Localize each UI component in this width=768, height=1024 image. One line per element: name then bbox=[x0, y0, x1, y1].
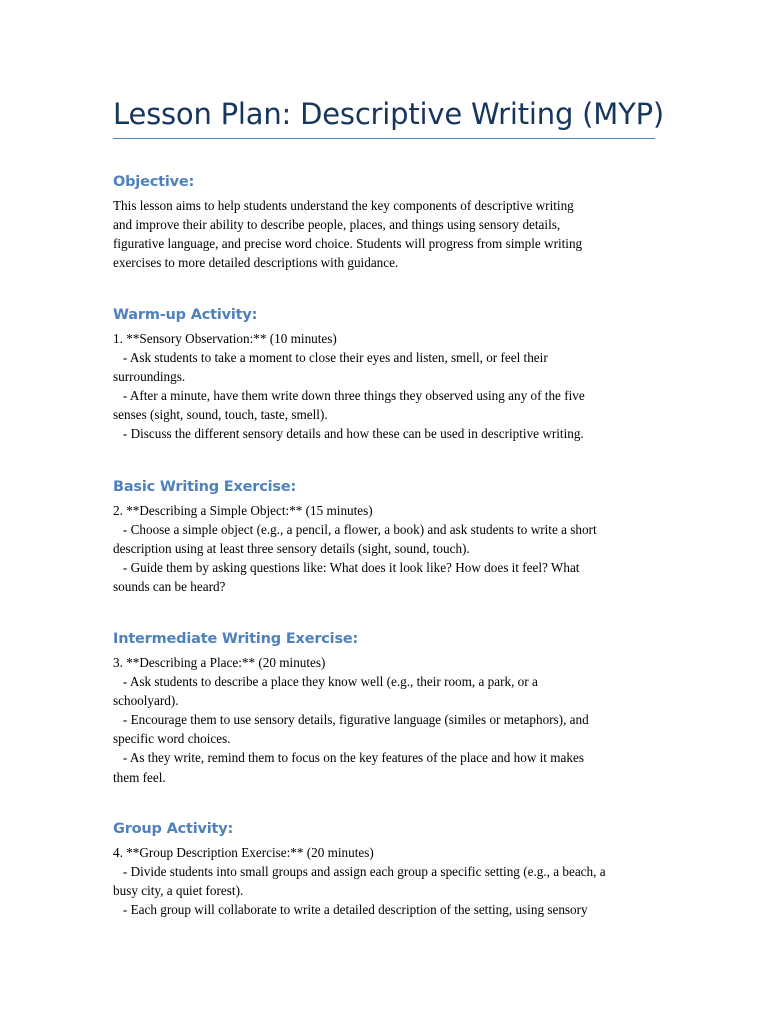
section-body-group-activity: 4. **Group Description Exercise:** (20 minutes) - Divide students into small groups and assign each group a specific setting (e.g., a beach, a busy city, a quiet forest). - Each group will collaborate to write a detailed description of the setting, using sensory bbox=[113, 845, 606, 918]
section-group-activity bbox=[113, 819, 658, 919]
section-body-warm-up-activity: 1. **Sensory Observation:** (10 minutes) - Ask students to take a moment to close their eyes and listen, smell, or feel their surroundings. - After a minute, have them write down three things they observed using any of the five senses (sight, sound, touch, taste, smell). - Discuss the different sensory details and how these can be used in descriptive writing. bbox=[113, 331, 585, 442]
section-heading-objective: Objective: bbox=[113, 174, 195, 190]
section-heading-intermediate-writing-exercise: Intermediate Writing Exercise: bbox=[113, 631, 359, 647]
section-warm-up-activity bbox=[113, 305, 658, 444]
section-intermediate-writing-exercise bbox=[113, 629, 658, 787]
section-objective bbox=[113, 172, 658, 272]
document-title: Lesson Plan: Descriptive Writing (MYP) bbox=[113, 97, 665, 131]
section-body-intermediate-writing-exercise: 3. **Describing a Place:** (20 minutes) - Ask students to describe a place they know well (e.g., their room, a park, or a schoolyard). - Encourage them to use sensory details, figurative language (similes or metaphors), and specific word choices. - As they write, remind them to focus on the key features of the place and how it makes them feel. bbox=[113, 655, 589, 785]
section-heading-warm-up-activity: Warm-up Activity: bbox=[113, 307, 258, 323]
section-basic-writing-exercise bbox=[113, 477, 658, 596]
section-heading-basic-writing-exercise: Basic Writing Exercise: bbox=[113, 479, 297, 495]
section-heading-group-activity: Group Activity: bbox=[113, 821, 234, 837]
section-body-objective: This lesson aims to help students understand the key components of descriptive writing and improve their ability to describe people, places, and things using sensory details, figurative language, and precise word choice. Students will progress from simple writing exercises to more detailed descriptions with guidance. bbox=[113, 198, 583, 271]
title-underline-rule bbox=[113, 138, 655, 139]
section-body-basic-writing-exercise: 2. **Describing a Simple Object:** (15 minutes) - Choose a simple object (e.g., a pencil, a flower, a book) and ask students to write a short description using at least three sensory details (sight, sound, touch). - Guide them by asking questions like: What does it look like? How does it feel? What sounds can be heard? bbox=[113, 503, 597, 595]
